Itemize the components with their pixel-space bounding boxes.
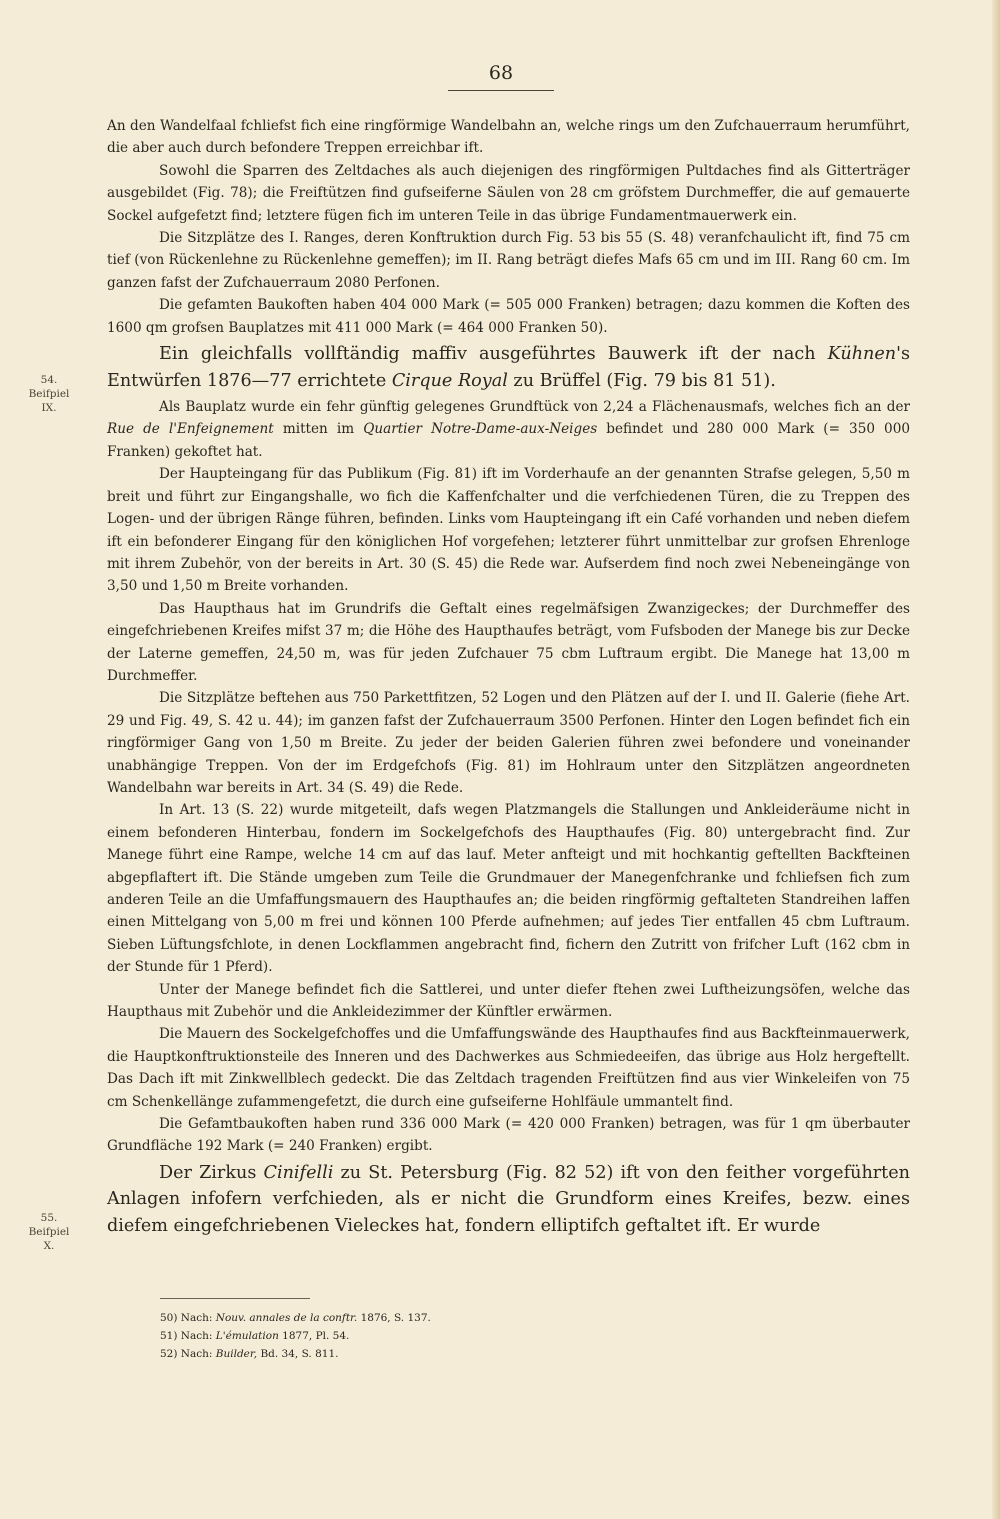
- footnote: [160, 1328, 660, 1344]
- section-lead-paragraph: [107, 341, 910, 394]
- circus-name: Cinifelli: [263, 1162, 334, 1183]
- footnote-source: Builder,: [215, 1348, 258, 1360]
- footnote-number: 51) Nach:: [160, 1330, 216, 1342]
- quarter-name: Quartier Notre-Dame-aux-Neiges: [363, 421, 598, 438]
- page-edge: [992, 0, 1000, 1519]
- lead-text: Der Zirkus: [159, 1162, 264, 1183]
- footnote-ref: Bd. 34, S. 811.: [257, 1348, 339, 1360]
- lead-text: 's Entwürfen 1876—77 errichtete: [107, 344, 910, 391]
- margin-note-55: [24, 1211, 74, 1253]
- paragraph: [107, 396, 910, 463]
- lead-text: zu Brüffel (Fig. 79 bis 81 51).: [507, 370, 776, 391]
- paragraph: Die gefamten Baukoften haben 404 000 Mark (= 505 000 Franken) betragen; dazu kommen die Koften des 1600 qm grofsen Bauplatzes mit 411 000 Mark (= 464 000 Franken 50).: [107, 297, 910, 336]
- margin-note-number: 55.: [40, 1212, 58, 1224]
- footnote-ref: 1877, Pl. 54.: [278, 1330, 350, 1342]
- margin-note-roman: X.: [43, 1240, 55, 1252]
- footnote-ref: 1876, S. 137.: [357, 1312, 431, 1324]
- body-text: [107, 115, 910, 1241]
- paragraph: Unter der Manege befindet fich die Sattlerei, und unter diefer ftehen zwei Luftheizungsöfen, welche das Haupthaus mit Zubehör und die Ankleidezimmer der Künftler erwärmen.: [107, 981, 910, 1021]
- paragraph: Das Haupthaus hat im Grundrifs die Geftalt eines regelmäfsigen Zwanzigeckes; der Durchmeffer des eingefchriebenen Kreifes mifst 37 m; die Höhe des Haupthaufes beträgt, vom Fufsboden der Manege bis zur Decke der Laterne gemeffen, 24,50 m, was für jeden Zufchauer 75 cbm Luftraum ergibt. Die Manege hat 13,00 m Durchmeffer.: [107, 600, 910, 684]
- paragraph: Sowohl die Sparren des Zeltdaches als auch diejenigen des ringförmigen Pultdaches find als Gitterträger ausgebildet (Fig. 78); die Freiftützen find gufseiferne Säulen von 28 cm gröfstem Durchmeffer, die auf gemauerte Sockel aufgefetzt find; letztere fügen fich im unteren Teile in das übrige Fundamentmauerwerk ein.: [107, 162, 910, 224]
- margin-note-roman: IX.: [41, 402, 57, 414]
- paragraph-text: mitten im: [273, 421, 364, 438]
- street-name: Rue de l'Enfeignement: [107, 421, 274, 438]
- lead-text: Ein gleichfalls vollftändig maffiv ausgeführtes Bauwerk ift der nach: [159, 344, 828, 365]
- paragraph: An den Wandelfaal fchliefst fich eine ringförmige Wandelbahn an, welche rings um den Zufchauerraum herumführt, die aber auch durch befondere Treppen erreichbar ift.: [107, 118, 910, 157]
- margin-note-label: Beifpiel: [28, 388, 70, 400]
- page-number: 68: [488, 62, 514, 84]
- footnote: [160, 1310, 660, 1326]
- margin-note-54: [24, 373, 74, 415]
- paragraph: Die Sitzplätze beftehen aus 750 Parkettfitzen, 52 Logen und den Plätzen auf der I. und II. Galerie (fiehe Art. 29 und Fig. 49, S. 42 u. 44); im ganzen fafst der Zufchauerraum 3500 Perfonen. Hinter den Logen befindet fich ein ringförmiger Gang von 1,50 m Breite. Zu jeder der beiden Galerien führen zwei befondere und voneinander unabhängige Treppen. Von der im Erdgefchofs (Fig. 81) im Hohlraum unter den Sitzplätzen angeordneten Wandelbahn war bereits in Art. 34 (S. 49) die Rede.: [107, 690, 910, 796]
- paragraph: Die Sitzplätze des I. Ranges, deren Konftruktion durch Fig. 53 bis 55 (S. 48) veranfchaulicht ift, find 75 cm tief (von Rückenlehne zu Rückenlehne gemeffen); im II. Rang beträgt diefes Mafs 65 cm und im III. Rang 60 cm. Im ganzen fafst der Zufchauerraum 2080 Perfonen.: [107, 230, 910, 291]
- paragraph: Die Gefamtbaukoften haben rund 336 000 Mark (= 420 000 Franken) betragen, was für 1 qm überbauter Grundfläche 192 Mark (= 240 Franken) ergibt.: [107, 1116, 910, 1155]
- header-rule: [448, 90, 554, 91]
- paragraph-text: Als Bauplatz wurde ein fehr günftig gelegenes Grundftück von 2,24 a Flächenausmafs, welches fich an der: [159, 399, 910, 416]
- margin-note-number: 54.: [40, 374, 58, 386]
- lead-text: zu St. Petersburg (Fig. 82 52) ift von den feither vorgeführten Anlagen infofern verfchieden, als er nicht die Grundform eines Kreifes, bezw. eines diefem eingefchriebenen Vieleckes hat, fondern elliptifch geftaltet ift. Er wurde: [107, 1162, 910, 1236]
- margin-note-label: Beifpiel: [28, 1226, 70, 1238]
- paragraph: In Art. 13 (S. 22) wurde mitgeteilt, dafs wegen Platzmangels die Stallungen und Ankleideräume nicht in einem befonderen Hinterbau, fondern im Sockelgefchofs des Haupthaufes (Fig. 80) untergebracht find. Zur Manege führt eine Rampe, welche 14 cm auf das lauf. Meter anfteigt und mit hochkantig geftellten Backfteinen abgepflaftert ift. Die Stände umgeben zum Teile die Grundmauer der Manegenfchranke und fchliefsen fich zum anderen Teile an die Umfaffungsmauern des Haupthaufes an; die beiden ringförmig geftalteten Standreihen laffen einen Mittelgang von 5,00 m frei und können 100 Pferde aufnehmen; auf jedes Tier entfallen 45 cbm Luftraum. Sieben Lüftungsfchlote, in denen Lockflammen angebracht find, fichern den Zutritt von frifcher Luft (162 cbm in der Stunde für 1 Pferd).: [107, 802, 910, 976]
- building-name: Cirque Royal: [391, 370, 508, 391]
- section-lead-paragraph: [107, 1160, 910, 1240]
- footnote-source: L'émulation: [215, 1330, 279, 1342]
- footnote: [160, 1346, 660, 1362]
- footnote-number: 52) Nach:: [160, 1348, 216, 1360]
- footnote-rule: [160, 1298, 310, 1299]
- paragraph: Die Mauern des Sockelgefchoffes und die Umfaffungswände des Haupthaufes find aus Backfteinmauerwerk, die Hauptkonftruktionsteile des Inneren und des Dachwerkes aus Schmiedeeifen, das übrige aus Holz hergeftellt. Das Dach ift mit Zinkwellblech gedeckt. Die das Zeltdach tragenden Freiftützen find aus vier Winkeleifen von 75 cm Schenkellänge zufammengefetzt, die durch eine gufseiferne Hohlfäule ummantelt find.: [107, 1026, 910, 1110]
- footnote-source: Nouv. annales de la conftr.: [215, 1312, 358, 1324]
- paragraph-text: befindet und 280 000 Mark (= 350 000 Franken) gekoftet hat.: [107, 421, 911, 460]
- footnote-number: 50) Nach:: [160, 1312, 216, 1324]
- architect-name: Kühnen: [827, 344, 897, 365]
- paragraph: Der Haupteingang für das Publikum (Fig. 81) ift im Vorderhaufe an der genannten Strafse gelegen, 5,50 m breit und führt zur Eingangshalle, wo fich die Kaffenfchalter und die verfchiedenen Türen, die zu Treppen des Logen- und der übrigen Ränge führen, befinden. Links vom Haupteingang ift ein Café vorhanden und neben diefem ift ein befonderer Eingang für den königlichen Hof vorgefehen; letzterer führt unmittelbar zur grofsen Ehrenloge mit ihrem Zubehör, von der bereits in Art. 30 (S. 45) die Rede war. Aufserdem find noch zwei Nebeneingänge von 3,50 und 1,50 m Breite vorhanden.: [107, 466, 910, 595]
